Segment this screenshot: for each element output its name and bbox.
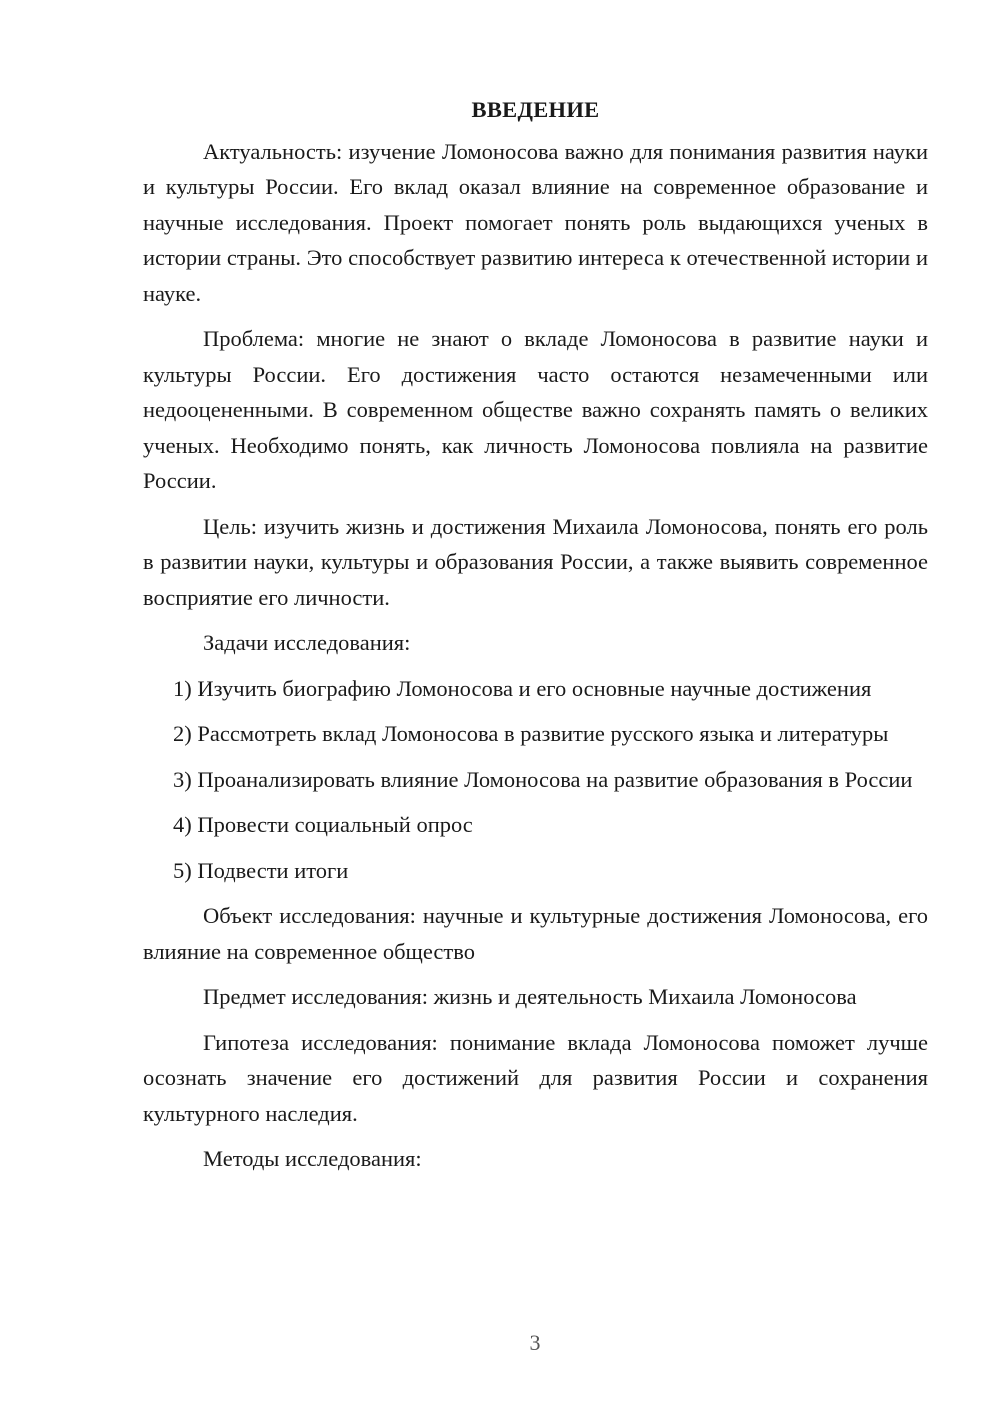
- task-item-2: 2) Рассмотреть вклад Ломоносова в развитие русского языка и литературы: [173, 721, 889, 746]
- problem-paragraph: Проблема: многие не знают о вкладе Ломоносова в развитие науки и культуры России. Его достижения часто остаются незамеченными или недооцененными. В современном обществе важно сохранять память о великих ученых. Необходимо понять, как личность Ломоносова повлияла на развитие России.: [143, 326, 928, 493]
- tasks-title: Задачи исследования:: [203, 630, 411, 655]
- subject-paragraph: Предмет исследования: жизнь и деятельность Михаила Ломоносова: [203, 984, 857, 1009]
- goal-paragraph: Цель: изучить жизнь и достижения Михаила Ломоносова, понять его роль в развитии науки, культуры и образования России, а также выявить современное восприятие его личности.: [143, 513, 928, 610]
- relevance-paragraph: Актуальность: изучение Ломоносова важно для понимания развития науки и культуры России. Его вклад оказал влияние на современное образование и научные исследования. Проект помогает понять роль выдающихся ученых в истории страны. Это способствует развитию интереса к отечественной истории и науке.: [143, 138, 928, 306]
- task-item-1: 1) Изучить биографию Ломоносова и его основные научные достижения: [173, 675, 872, 701]
- object-paragraph: Объект исследования: научные и культурные достижения Ломоносова, его влияние на современное общество: [143, 903, 928, 964]
- document-page: [143, 92, 928, 1187]
- task-item-3: 3) Проанализировать влияние Ломоносова на развитие образования в России: [173, 766, 913, 792]
- task-item-5: 5) Подвести итоги: [173, 857, 349, 883]
- methods-title: Методы исследования:: [203, 1146, 422, 1171]
- page-number: 3: [529, 1330, 541, 1355]
- section-heading: ВВЕДЕНИЕ: [471, 97, 600, 122]
- hypothesis-paragraph: Гипотеза исследования: понимание вклада Ломоносова поможет лучше осознать значение его достижений для развития России и сохранения культурного наследия.: [143, 1029, 928, 1126]
- task-item-4: 4) Провести социальный опрос: [173, 812, 473, 837]
